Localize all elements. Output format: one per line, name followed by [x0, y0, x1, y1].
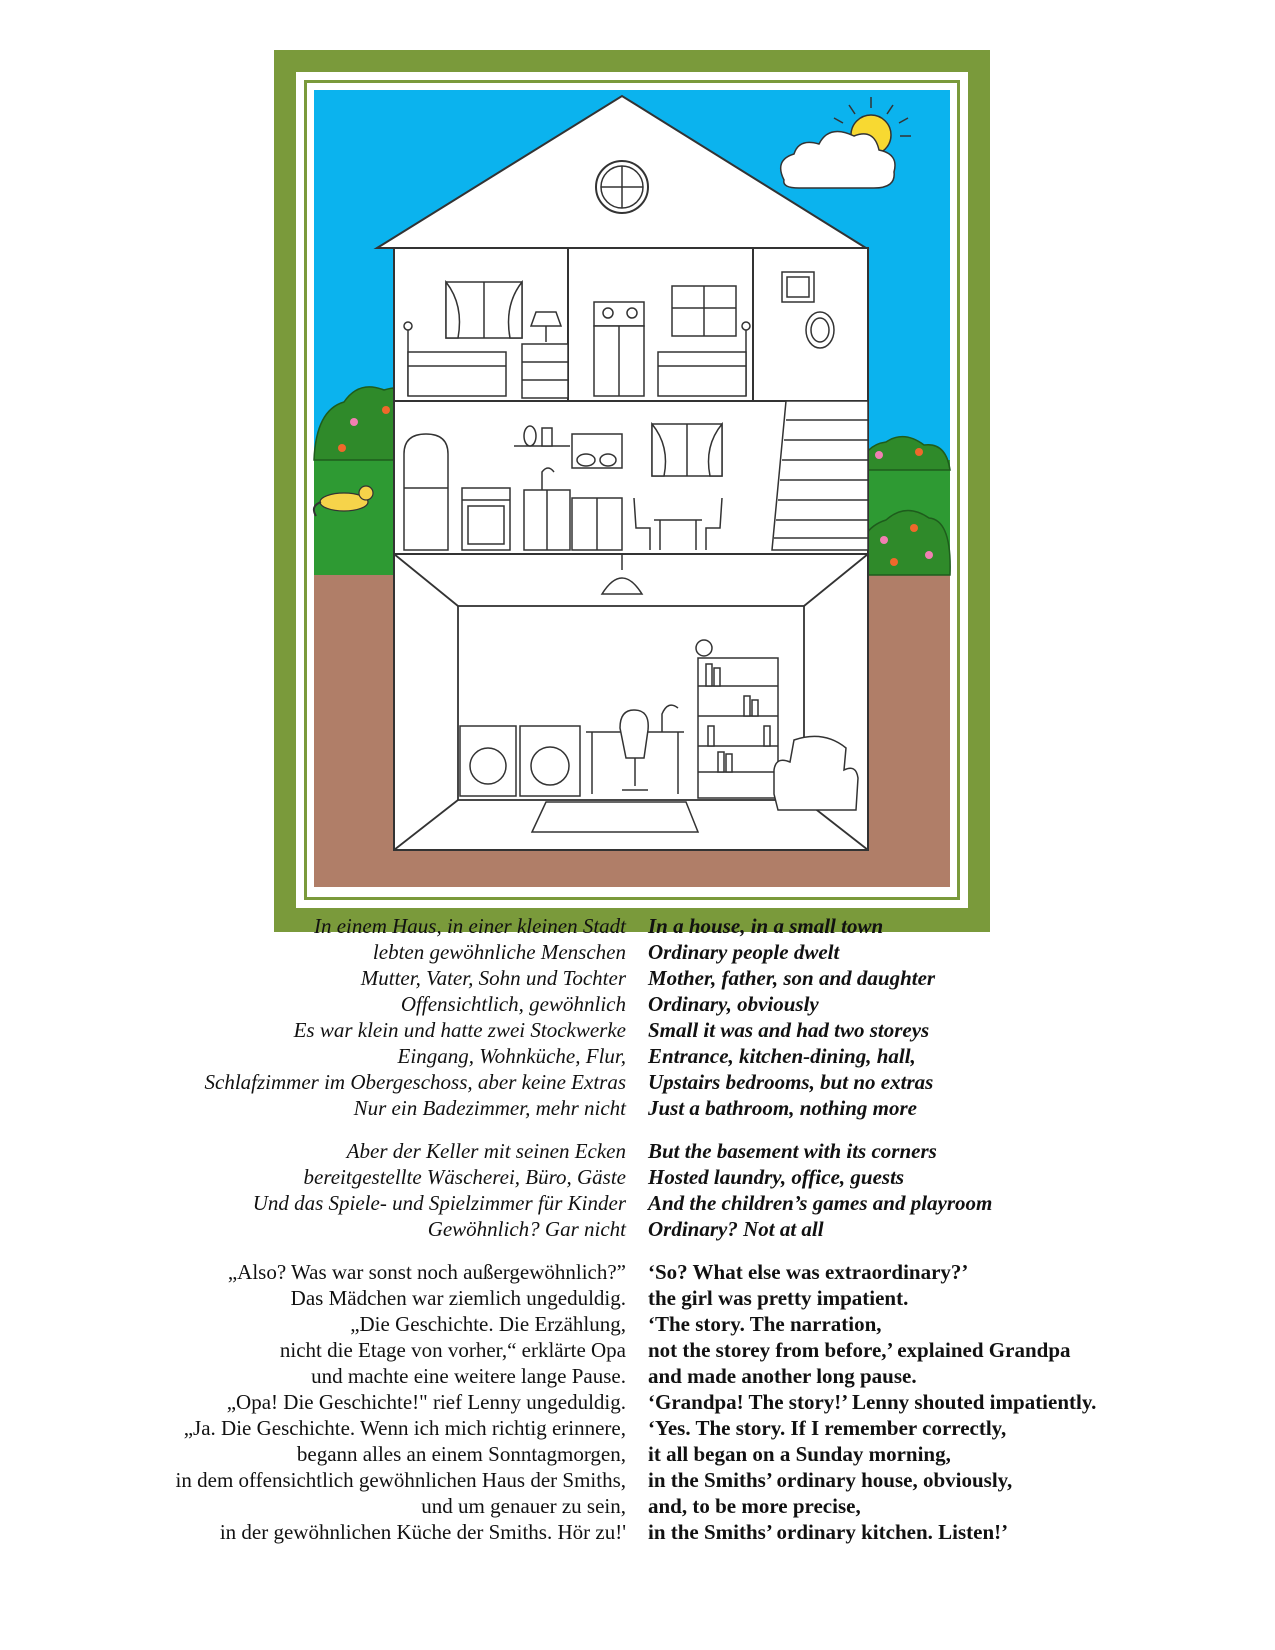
english-line: But the basement with its corners	[648, 1139, 937, 1163]
german-line: Aber der Keller mit seinen Ecken	[346, 1139, 626, 1163]
line	[0, 991, 1275, 1017]
dining-window-icon	[652, 424, 722, 476]
line	[0, 1467, 1275, 1493]
english-line: Just a bathroom, nothing more	[648, 1096, 917, 1120]
english-line: Small it was and had two storeys	[648, 1018, 930, 1042]
english-line: in the Smiths’ ordinary kitchen. Listen!’	[648, 1520, 1009, 1544]
washing-machine-icon	[460, 726, 580, 796]
german-line: bereitgestellte Wäscherei, Büro, Gäste	[303, 1165, 626, 1189]
line	[0, 1389, 1275, 1415]
english-line: Hosted laundry, office, guests	[648, 1165, 905, 1189]
english-line: Upstairs bedrooms, but no extras	[648, 1070, 934, 1094]
english-line: and made another long pause.	[648, 1364, 917, 1388]
english-line: ‘The story. The narration,	[648, 1312, 882, 1336]
line	[0, 1190, 1275, 1216]
fridge-icon	[404, 434, 448, 550]
german-line: „Ja. Die Geschichte. Wenn ich mich richtig erinnere,	[183, 1416, 626, 1440]
english-line: And the children’s games and playroom	[648, 1191, 993, 1215]
wardrobe-icon	[594, 302, 644, 396]
house-illustration	[274, 50, 990, 932]
english-line: In a house, in a small town	[648, 914, 884, 938]
german-line: „Die Geschichte. Die Erzählung,	[350, 1312, 626, 1336]
staircase-icon	[772, 401, 868, 550]
line	[0, 1363, 1275, 1389]
german-line: Und das Spiele- und Spielzimmer für Kinder	[252, 1191, 626, 1215]
line	[0, 1415, 1275, 1441]
line	[0, 1017, 1275, 1043]
english-line: Ordinary people dwelt	[648, 940, 840, 964]
german-line: „Opa! Die Geschichte!" rief Lenny ungeduldig.	[226, 1390, 626, 1414]
german-line: Mutter, Vater, Sohn und Tochter	[360, 966, 626, 990]
german-line: Eingang, Wohnküche, Flur,	[397, 1044, 626, 1068]
english-line: Mother, father, son and daughter	[648, 966, 936, 990]
line	[0, 939, 1275, 965]
english-line: and, to be more precise,	[648, 1494, 861, 1518]
line	[0, 965, 1275, 991]
line	[0, 1519, 1275, 1545]
english-line: Ordinary? Not at all	[648, 1217, 824, 1241]
german-line: und machte eine weitere lange Pause.	[311, 1364, 626, 1388]
english-line: ‘So? What else was extraordinary?’	[648, 1260, 969, 1284]
line	[0, 1069, 1275, 1095]
stove-icon	[462, 488, 510, 550]
english-line: ‘Grandpa! The story!’ Lenny shouted impatiently.	[648, 1390, 1097, 1414]
german-line: Nur ein Badezimmer, mehr nicht	[353, 1096, 626, 1120]
german-line: und um genauer zu sein,	[421, 1494, 626, 1518]
window-icon	[672, 286, 736, 336]
bookshelf-icon	[696, 640, 778, 798]
curtain-window-icon	[446, 282, 522, 338]
english-line: Entrance, kitchen-dining, hall,	[648, 1044, 916, 1068]
line	[0, 1138, 1275, 1164]
german-line: In einem Haus, in einer kleinen Stadt	[313, 914, 626, 938]
line	[0, 1216, 1275, 1242]
line	[0, 1259, 1275, 1285]
german-line: in der gewöhnlichen Küche der Smiths. Hör zu!'	[219, 1520, 626, 1544]
line	[0, 1493, 1275, 1519]
line	[0, 1164, 1275, 1190]
german-line: Es war klein und hatte zwei Stockwerke	[293, 1018, 626, 1042]
english-line: in the Smiths’ ordinary house, obviously,	[648, 1468, 1013, 1492]
german-line: Das Mädchen war ziemlich ungeduldig.	[290, 1286, 626, 1310]
german-line: Schlafzimmer im Obergeschoss, aber keine Extras	[204, 1070, 626, 1094]
picture-frame-icon	[782, 272, 814, 302]
english-line: not the storey from before,’ explained Grandpa	[648, 1338, 1071, 1362]
round-attic-window-icon	[596, 161, 648, 213]
german-line: „Also? Was war sonst noch außergewöhnlich?”	[227, 1260, 626, 1284]
line	[0, 1095, 1275, 1121]
line	[0, 913, 1275, 939]
german-line: in dem offensichtlich gewöhnlichen Haus der Smiths,	[175, 1468, 626, 1492]
english-line: it all began on a Sunday morning,	[648, 1442, 951, 1466]
german-line: begann alles an einem Sonntagmorgen,	[296, 1442, 626, 1466]
english-line: the girl was pretty impatient.	[648, 1286, 909, 1310]
oval-mirror-icon	[806, 312, 834, 348]
german-line: Gewöhnlich? Gar nicht	[427, 1217, 626, 1241]
german-line: Offensichtlich, gewöhnlich	[400, 992, 626, 1016]
line	[0, 1337, 1275, 1363]
rug-icon	[532, 802, 698, 832]
english-line: ‘Yes. The story. If I remember correctly,	[648, 1416, 1007, 1440]
english-line: Ordinary, obviously	[648, 992, 819, 1016]
german-line: lebten gewöhnliche Menschen	[372, 940, 626, 964]
line	[0, 1043, 1275, 1069]
line	[0, 1441, 1275, 1467]
line	[0, 1311, 1275, 1337]
line	[0, 1285, 1275, 1311]
german-line: nicht die Etage von vorher,“ erklärte Opa	[279, 1338, 626, 1362]
